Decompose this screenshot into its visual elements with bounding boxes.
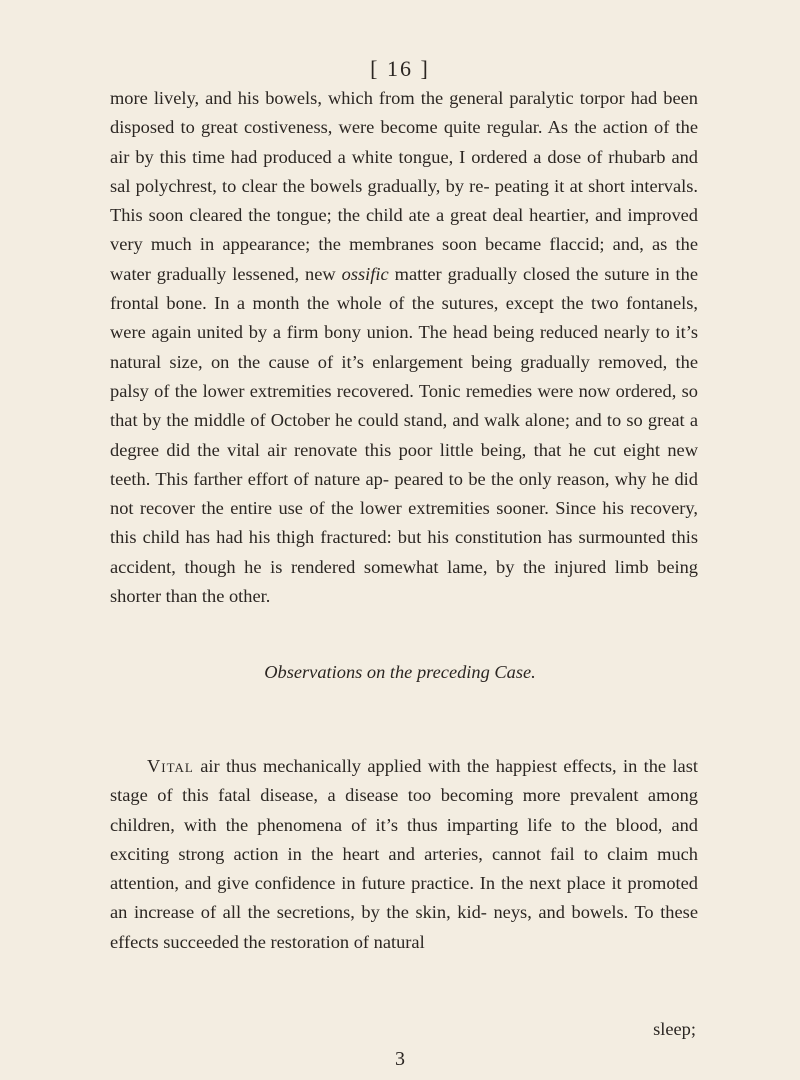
- paragraph-2-lead-word: Vital: [147, 756, 194, 776]
- body-paragraph-2: [110, 752, 698, 957]
- paragraph-1-continuation: matter gradually closed the suture in the frontal bone. In a month the whole of the sutures, except the two fontanels, were again united by a firm bony union. The head being reduced nearly to it’s natural size, on the cause of it’s enlargement being gradually removed, the palsy of the lower extremities recovered. Tonic remedies were now ordered, so that by the middle of October he could stand, and walk alone; and to so great a degree did the vital air renovate this poor little being, that he cut eight new teeth. This farther effort of nature ap- peared to be the only reason, why he did not recover the entire use of the lower extremities sooner. Since his recovery, this child has had his thigh fractured: but his constitution has surmounted this accident, though he is rendered somewhat lame, by the injured limb being shorter than the other.: [110, 263, 698, 607]
- body-paragraph-1: [110, 84, 698, 611]
- paragraph-2-text: air thus mechanically applied with the happiest effects, in the last stage of this fatal disease, a disease too becoming more prevalent among children, with the phenomena of it’s thus imparting life to the blood, and exciting strong action in the heart and arteries, cannot fail to claim much attention, and give confidence in future practice. In the next place it promoted an increase of all the secretions, by the skin, kid- neys, and bowels. To these effects succeeded the restoration of natural: [110, 756, 698, 952]
- page-number: [ 16 ]: [370, 56, 430, 81]
- section-heading: Observations on the preceding Case.: [264, 662, 536, 682]
- catchword: sleep;: [653, 1019, 696, 1039]
- paragraph-1-italic-word: ossific: [341, 263, 389, 284]
- paragraph-1-text: more lively, and his bowels, which from the general paralytic torpor had been disposed to great costiveness, were become quite regular. As the action of the air by this time had produced a white tongue, I ordered a dose of rhubarb and sal polychrest, to clear the bowels gradually, by re- peating it at short intervals. This soon cleared the tongue; the child ate a great deal heartier, and improved very much in appearance; the membranes soon became flaccid; and, as the water gradually lessened, new: [110, 88, 698, 284]
- signature-mark: 3: [395, 1048, 405, 1070]
